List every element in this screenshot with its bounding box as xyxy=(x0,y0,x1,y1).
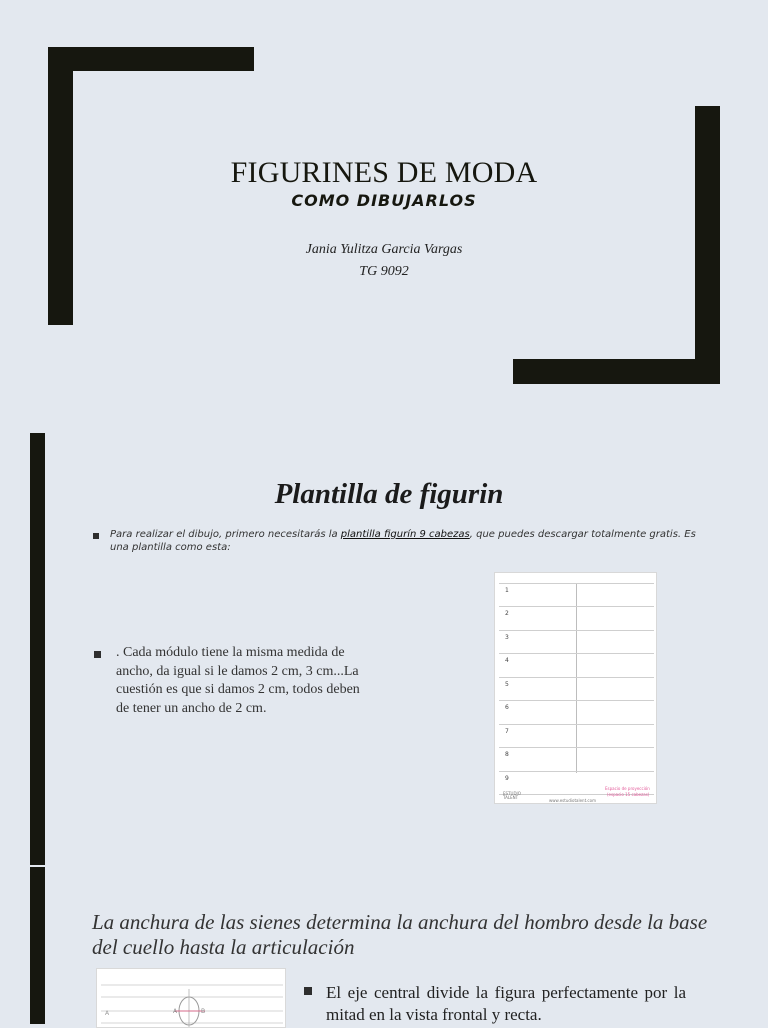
template-row-number: 1 xyxy=(505,587,509,594)
slide-title: Plantilla de figurin xyxy=(274,478,504,510)
template-row-number: 8 xyxy=(505,751,509,758)
template-footer-brand: ESTUDIO TALENT xyxy=(503,791,521,800)
template-row-line xyxy=(499,700,654,701)
sketch-label-a-inner: A xyxy=(173,1008,178,1015)
template-download-link[interactable]: plantilla figurín 9 cabezas xyxy=(340,529,470,540)
bullet-marker xyxy=(93,533,99,539)
template-row-line xyxy=(499,724,654,725)
page-subtitle: COMO DIBUJARLOS xyxy=(291,191,477,210)
template-row-number: 4 xyxy=(505,657,509,664)
sketch-label-a: A xyxy=(105,1010,110,1017)
bullet-text-start: Para realizar el dibujo, primero necesitarás la xyxy=(110,529,341,540)
template-row-line xyxy=(499,677,654,678)
template-row-number: 7 xyxy=(505,728,509,735)
frame-top-left-horizontal xyxy=(48,47,254,71)
author-name: Jania Yulitza Garcia Vargas xyxy=(305,242,463,257)
sketch-label-b: B xyxy=(201,1008,206,1015)
template-center-line xyxy=(576,583,577,773)
bullet-text: . Cada módulo tiene la misma medida de ancho, da igual si le damos 2 cm, 3 cm...La cuestión es que si damos 2 cm, todos deben de tener un ancho de 2 cm. xyxy=(116,645,360,716)
template-row-line xyxy=(499,747,654,748)
figure-template-image xyxy=(494,572,657,804)
template-row-line xyxy=(499,583,654,584)
template-row-line xyxy=(499,630,654,631)
template-row-number: 3 xyxy=(505,634,509,641)
bullet-marker xyxy=(304,987,312,995)
bullet-text: El eje central divide la figura perfectamente por la mitad en la vista frontal y recta. xyxy=(326,983,686,1024)
author-id: TG 9092 xyxy=(359,264,409,279)
slide-title: La anchura de las sienes determina la anchura del hombro desde la base del cuello hasta la articulación xyxy=(92,910,708,959)
page-title: FIGURINES DE MODA xyxy=(230,156,538,189)
template-row-number: 9 xyxy=(505,775,509,782)
template-row-number: 6 xyxy=(505,704,509,711)
template-footer-note: Espacio de proyección xyxy=(605,786,650,791)
bullet-text xyxy=(110,528,700,554)
slide-left-accent-bar xyxy=(30,867,45,1024)
template-row-line xyxy=(499,771,654,772)
bullet-text-end: , que puedes descargar totalmente gratis. Es una plantilla como esta: xyxy=(110,529,696,553)
template-row-number: 5 xyxy=(505,681,509,688)
sketch-drawing xyxy=(97,969,286,1028)
template-footer-note: (espacio 15 cabezas) xyxy=(607,792,650,797)
template-row-line xyxy=(499,653,654,654)
template-footer-url: www.estudiotalent.com xyxy=(549,798,596,803)
template-row-number: 2 xyxy=(505,610,509,617)
frame-bottom-right-horizontal xyxy=(513,359,720,384)
template-row-line xyxy=(499,606,654,607)
head-proportion-sketch xyxy=(96,968,286,1028)
bullet-marker xyxy=(94,651,101,658)
